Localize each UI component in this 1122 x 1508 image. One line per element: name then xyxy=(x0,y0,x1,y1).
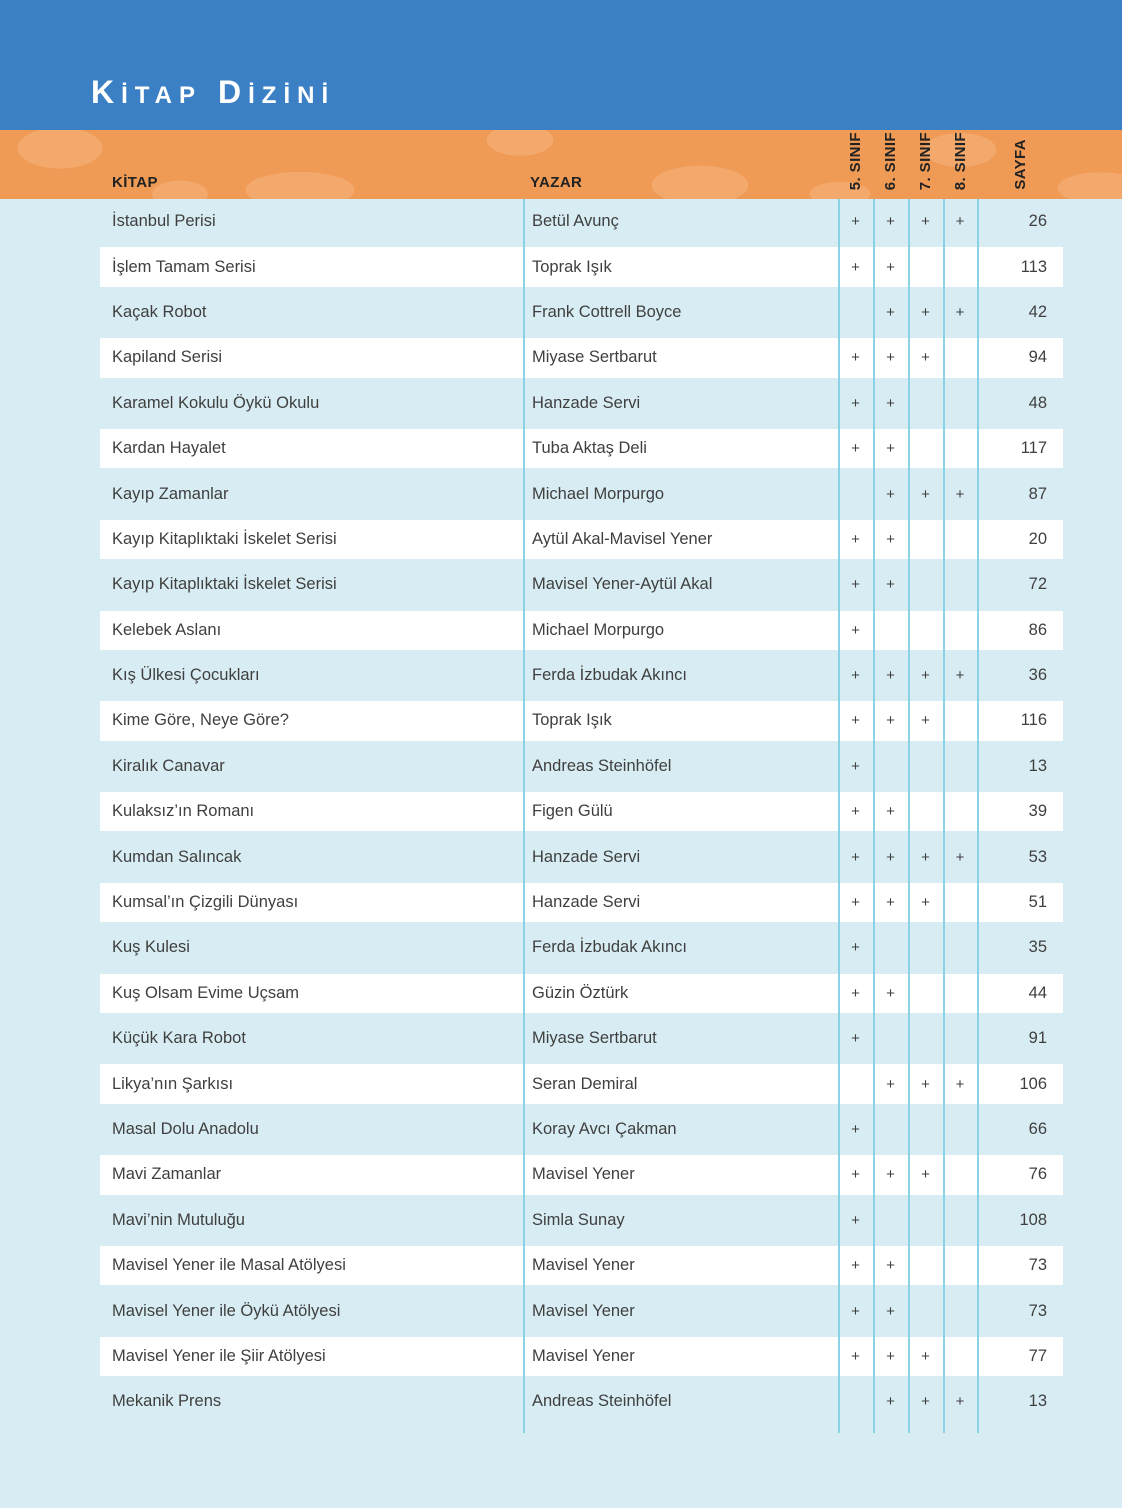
grade-8-mark-cell xyxy=(943,1016,977,1061)
grade-5-mark-cell xyxy=(838,290,873,335)
page-number-cell: 117 xyxy=(1020,439,1047,458)
column-header-grade-7: 7. SINIF xyxy=(917,131,934,190)
table-row xyxy=(100,608,1063,653)
book-title-cell: Mavisel Yener ile Öykü Atölyesi xyxy=(112,1301,341,1320)
author-cell: Frank Cottrell Boyce xyxy=(532,302,682,321)
grade-6-mark-cell: + xyxy=(886,576,895,594)
grade-5-mark-cell xyxy=(838,1064,873,1103)
grade-8-mark-cell xyxy=(943,429,977,468)
book-title-cell: Kapiland Serisi xyxy=(112,348,223,367)
table-row xyxy=(100,381,1063,426)
author-cell: Aytül Akal-Mavisel Yener xyxy=(532,529,713,548)
grade-7-mark-cell: + xyxy=(921,894,930,912)
grade-5-mark-cell: + xyxy=(851,1121,860,1138)
author-cell: Koray Avcı Çakman xyxy=(532,1120,677,1138)
book-title-cell: İstanbul Perisi xyxy=(112,212,216,231)
author-cell: Michael Morpurgo xyxy=(532,484,665,503)
author-cell: Andreas Steinhöfel xyxy=(532,756,672,775)
grade-5-mark-cell xyxy=(838,1379,873,1424)
grade-7-mark-cell xyxy=(908,247,943,286)
grade-8-mark-cell: + xyxy=(955,485,965,503)
grade-8-mark-cell xyxy=(943,1337,977,1376)
grade-5-mark-cell: + xyxy=(851,1211,860,1229)
grade-8-mark-cell xyxy=(943,1198,977,1243)
column-header-yazar: YAZAR xyxy=(530,174,583,191)
page-number-cell: 91 xyxy=(1028,1029,1047,1048)
page-number-cell: 42 xyxy=(1028,302,1047,321)
grade-5-mark-cell: + xyxy=(851,213,860,231)
author-cell: Mavisel Yener-Aytül Akal xyxy=(532,575,713,594)
grade-5-mark-cell: + xyxy=(851,1347,860,1365)
grade-6-mark-cell: + xyxy=(886,1302,895,1320)
column-header-kitap: KİTAP xyxy=(112,174,158,191)
page-number-cell: 26 xyxy=(1028,212,1047,231)
grade-5-mark-cell: + xyxy=(851,848,860,866)
grade-8-mark-cell: + xyxy=(955,848,965,866)
grade-6-mark-cell: + xyxy=(886,712,895,730)
author-cell: Hanzade Servi xyxy=(532,893,641,912)
grade-7-mark-cell: + xyxy=(921,712,930,730)
table-header-band xyxy=(0,130,1122,199)
table-row xyxy=(100,971,1063,1016)
grade-6-mark-cell: + xyxy=(886,848,895,866)
table-row xyxy=(100,562,1063,607)
page-title-word2-initial: D xyxy=(218,74,249,110)
grade-6-mark-cell: + xyxy=(886,485,895,503)
divider-grade6-grade7 xyxy=(908,199,910,1433)
grade-8-mark-cell: + xyxy=(955,303,965,321)
author-cell: Mavisel Yener xyxy=(532,1165,635,1184)
column-header-grade-8: 8. SINIF xyxy=(952,131,969,190)
grade-8-mark-cell xyxy=(943,1288,977,1333)
grade-6-mark-cell xyxy=(873,744,908,789)
author-cell: Ferda İzbudak Akıncı xyxy=(532,938,688,957)
grade-7-mark-cell: + xyxy=(921,848,930,866)
grade-7-mark-cell xyxy=(908,744,943,789)
divider-kitap-yazar xyxy=(523,199,525,1433)
grade-5-mark-cell: + xyxy=(851,1166,860,1184)
table-row xyxy=(100,653,1063,698)
author-cell: Andreas Steinhöfel xyxy=(532,1392,672,1411)
grade-8-mark-cell xyxy=(943,611,977,650)
table-row xyxy=(100,426,1063,471)
book-index-table xyxy=(100,199,1063,1425)
table-row xyxy=(100,517,1063,562)
grade-8-mark-cell xyxy=(943,381,977,426)
author-cell: Ferda İzbudak Akıncı xyxy=(532,666,688,685)
author-cell: Toprak Işık xyxy=(532,711,612,730)
grade-5-mark-cell: + xyxy=(851,349,860,367)
table-row xyxy=(100,925,1063,970)
grade-8-mark-cell xyxy=(943,701,977,740)
grade-7-mark-cell xyxy=(908,562,943,607)
book-title-cell: Karamel Kokulu Öykü Okulu xyxy=(112,393,320,412)
grade-7-mark-cell: + xyxy=(921,485,930,503)
book-title-cell: Kiralık Canavar xyxy=(112,756,225,775)
page-number-cell: 73 xyxy=(1028,1301,1047,1320)
grade-6-mark-cell xyxy=(873,925,908,970)
grade-6-mark-cell: + xyxy=(886,984,895,1002)
grade-6-mark-cell: + xyxy=(886,1347,895,1365)
book-title-cell: Masal Dolu Anadolu xyxy=(112,1120,259,1138)
page-number-cell: 35 xyxy=(1028,938,1047,957)
grade-7-mark-cell xyxy=(908,792,943,831)
grade-5-mark-cell: + xyxy=(851,894,860,912)
grade-6-mark-cell: + xyxy=(886,1166,895,1184)
grade-7-mark-cell xyxy=(908,1107,943,1152)
grade-8-mark-cell xyxy=(943,338,977,377)
page-number-cell: 66 xyxy=(1028,1120,1047,1138)
page-title xyxy=(91,74,335,111)
grade-5-mark-cell: + xyxy=(851,394,860,412)
grade-6-mark-cell: + xyxy=(886,1257,895,1275)
book-title-cell: Kuş Kulesi xyxy=(112,938,190,957)
table-row xyxy=(100,1107,1063,1152)
grade-6-mark-cell: + xyxy=(886,803,895,821)
grade-5-mark-cell: + xyxy=(851,440,860,458)
book-title-cell: Kulaksız’ın Romanı xyxy=(112,802,255,821)
author-cell: Seran Demiral xyxy=(532,1074,638,1093)
divider-grade5-grade6 xyxy=(873,199,875,1433)
author-cell: Mavisel Yener xyxy=(532,1346,635,1365)
grade-6-mark-cell: + xyxy=(886,349,895,367)
author-cell: Miyase Sertbarut xyxy=(532,348,657,367)
grade-8-mark-cell xyxy=(943,974,977,1013)
grade-8-mark-cell xyxy=(943,792,977,831)
grade-7-mark-cell xyxy=(908,974,943,1013)
grade-5-mark-cell: + xyxy=(851,667,860,685)
table-row xyxy=(100,199,1063,244)
page-number-cell: 73 xyxy=(1028,1256,1047,1275)
page-number-cell: 106 xyxy=(1019,1074,1047,1093)
grade-8-mark-cell xyxy=(943,883,977,922)
grade-8-mark-cell xyxy=(943,562,977,607)
grade-6-mark-cell: + xyxy=(886,1075,895,1093)
page-number-cell: 76 xyxy=(1028,1165,1047,1184)
book-title-cell: Kardan Hayalet xyxy=(112,439,226,458)
table-row xyxy=(100,698,1063,743)
grade-7-mark-cell xyxy=(908,1246,943,1285)
grade-6-mark-cell: + xyxy=(886,303,895,321)
author-cell: Mavisel Yener xyxy=(532,1301,635,1320)
grade-7-mark-cell: + xyxy=(921,1075,930,1093)
table-row xyxy=(100,290,1063,335)
grade-7-mark-cell xyxy=(908,520,943,559)
grade-6-mark-cell: + xyxy=(886,213,895,231)
table-row xyxy=(100,834,1063,879)
grade-7-mark-cell xyxy=(908,925,943,970)
grade-7-mark-cell xyxy=(908,611,943,650)
book-title-cell: Kış Ülkesi Çocukları xyxy=(112,666,260,685)
grade-6-mark-cell: + xyxy=(886,530,895,548)
author-cell: Miyase Sertbarut xyxy=(532,1029,657,1048)
grade-8-mark-cell xyxy=(943,1155,977,1194)
grade-5-mark-cell: + xyxy=(851,939,860,957)
divider-grade7-grade8 xyxy=(943,199,945,1433)
grade-8-mark-cell xyxy=(943,1246,977,1285)
top-blue-band xyxy=(0,0,1122,130)
book-title-cell: Likya’nın Şarkısı xyxy=(112,1074,234,1093)
page-number-cell: 39 xyxy=(1028,802,1047,821)
divider-grade8-sayfa xyxy=(977,199,979,1433)
grade-5-mark-cell: + xyxy=(851,576,860,594)
grade-5-mark-cell xyxy=(838,471,873,516)
author-cell: Hanzade Servi xyxy=(532,847,641,866)
author-cell: Hanzade Servi xyxy=(532,393,641,412)
page-number-cell: 87 xyxy=(1028,484,1047,503)
grade-7-mark-cell: + xyxy=(921,213,930,231)
table-row xyxy=(100,471,1063,516)
grade-7-mark-cell: + xyxy=(921,303,930,321)
book-title-cell: Kaçak Robot xyxy=(112,302,207,321)
column-header-grade-5: 5. SINIF xyxy=(847,131,864,190)
grade-5-mark-cell: + xyxy=(851,621,860,639)
page-number-cell: 53 xyxy=(1028,847,1047,866)
grade-7-mark-cell: + xyxy=(921,667,930,685)
author-cell: Michael Morpurgo xyxy=(532,620,665,639)
author-cell: Figen Gülü xyxy=(532,802,613,821)
grade-6-mark-cell: + xyxy=(886,1393,895,1411)
divider-yazar-grade5 xyxy=(838,199,840,1433)
table-row xyxy=(100,880,1063,925)
page-number-cell: 36 xyxy=(1028,666,1047,685)
grade-6-mark-cell xyxy=(873,1107,908,1152)
table-row xyxy=(100,1379,1063,1424)
page-number-cell: 48 xyxy=(1028,393,1047,412)
author-cell: Tuba Aktaş Deli xyxy=(532,439,647,458)
book-title-cell: Kuş Olsam Evime Uçsam xyxy=(112,983,300,1002)
page-number-cell: 108 xyxy=(1019,1210,1047,1229)
page-number-cell: 116 xyxy=(1020,711,1047,730)
page-number-cell: 94 xyxy=(1028,348,1047,367)
page-number-cell: 72 xyxy=(1028,575,1047,594)
author-cell: Mavisel Yener xyxy=(532,1256,635,1275)
table-row xyxy=(100,1061,1063,1106)
book-title-cell: Kumsal’ın Çizgili Dünyası xyxy=(112,893,299,912)
book-title-cell: Küçük Kara Robot xyxy=(112,1029,246,1048)
grade-7-mark-cell xyxy=(908,1288,943,1333)
page-title-word1-rest: İTAP xyxy=(121,82,202,109)
grade-7-mark-cell: + xyxy=(921,1393,930,1411)
page-title-word2-rest: İZİNİ xyxy=(248,82,336,109)
page-number-cell: 77 xyxy=(1028,1346,1047,1365)
table-row xyxy=(100,1334,1063,1379)
grade-7-mark-cell: + xyxy=(921,1347,930,1365)
grade-7-mark-cell: + xyxy=(921,1166,930,1184)
grade-5-mark-cell: + xyxy=(851,803,860,821)
grade-7-mark-cell: + xyxy=(921,349,930,367)
grade-6-mark-cell: + xyxy=(886,667,895,685)
grade-6-mark-cell: + xyxy=(886,394,895,412)
page-number-cell: 13 xyxy=(1028,756,1047,775)
grade-6-mark-cell: + xyxy=(886,440,895,458)
grade-8-mark-cell: + xyxy=(955,213,965,231)
table-row xyxy=(100,1152,1063,1197)
table-row xyxy=(100,244,1063,289)
table-row xyxy=(100,744,1063,789)
column-header-sayfa: SAYFA xyxy=(1012,139,1029,190)
book-title-cell: Mavisel Yener ile Şiir Atölyesi xyxy=(112,1346,326,1365)
table-row xyxy=(100,1016,1063,1061)
grade-6-mark-cell xyxy=(873,1198,908,1243)
column-header-grade-6: 6. SINIF xyxy=(882,131,899,190)
table-row xyxy=(100,789,1063,834)
grade-5-mark-cell: + xyxy=(851,530,860,548)
book-title-cell: Kime Göre, Neye Göre? xyxy=(112,711,289,730)
grade-8-mark-cell: + xyxy=(955,667,965,685)
grade-5-mark-cell: + xyxy=(851,712,860,730)
book-title-cell: Mavisel Yener ile Masal Atölyesi xyxy=(112,1256,346,1275)
grade-8-mark-cell: + xyxy=(955,1393,965,1411)
page-title-word1-initial: K xyxy=(91,74,122,110)
book-title-cell: Kayıp Kitaplıktaki İskelet Serisi xyxy=(112,529,337,548)
grade-6-mark-cell: + xyxy=(886,258,895,276)
page-number-cell: 86 xyxy=(1028,620,1047,639)
grade-5-mark-cell: + xyxy=(851,984,860,1002)
book-title-cell: Kelebek Aslanı xyxy=(112,620,222,639)
grade-8-mark-cell xyxy=(943,925,977,970)
book-title-cell: İşlem Tamam Serisi xyxy=(112,257,256,276)
page-number-cell: 13 xyxy=(1028,1392,1047,1411)
page-number-cell: 113 xyxy=(1020,257,1047,276)
grade-8-mark-cell xyxy=(943,520,977,559)
author-cell: Toprak Işık xyxy=(532,257,612,276)
book-title-cell: Mavi’nin Mutuluğu xyxy=(112,1210,245,1229)
grade-8-mark-cell xyxy=(943,1107,977,1152)
grade-7-mark-cell xyxy=(908,1016,943,1061)
grade-6-mark-cell: + xyxy=(886,894,895,912)
table-row xyxy=(100,335,1063,380)
book-title-cell: Kayıp Kitaplıktaki İskelet Serisi xyxy=(112,575,337,594)
grade-5-mark-cell: + xyxy=(851,1302,860,1320)
grade-5-mark-cell: + xyxy=(851,757,860,775)
grade-8-mark-cell: + xyxy=(955,1075,965,1093)
page-number-cell: 20 xyxy=(1028,529,1047,548)
page-number-cell: 51 xyxy=(1028,893,1047,912)
author-cell: Simla Sunay xyxy=(532,1210,625,1229)
grade-5-mark-cell: + xyxy=(851,1030,860,1048)
grade-6-mark-cell xyxy=(873,611,908,650)
table-row xyxy=(100,1288,1063,1333)
grade-8-mark-cell xyxy=(943,744,977,789)
author-cell: Güzin Öztürk xyxy=(532,983,629,1002)
book-title-cell: Mekanik Prens xyxy=(112,1392,222,1411)
grade-7-mark-cell xyxy=(908,1198,943,1243)
table-row xyxy=(100,1243,1063,1288)
table-row xyxy=(100,1198,1063,1243)
book-title-cell: Mavi Zamanlar xyxy=(112,1165,222,1184)
grade-7-mark-cell xyxy=(908,429,943,468)
book-title-cell: Kumdan Salıncak xyxy=(112,847,242,866)
grade-5-mark-cell: + xyxy=(851,258,860,276)
grade-6-mark-cell xyxy=(873,1016,908,1061)
page-number-cell: 44 xyxy=(1028,983,1047,1002)
author-cell: Betül Avunç xyxy=(532,212,619,231)
grade-7-mark-cell xyxy=(908,381,943,426)
grade-8-mark-cell xyxy=(943,247,977,286)
book-title-cell: Kayıp Zamanlar xyxy=(112,484,229,503)
grade-5-mark-cell: + xyxy=(851,1257,860,1275)
